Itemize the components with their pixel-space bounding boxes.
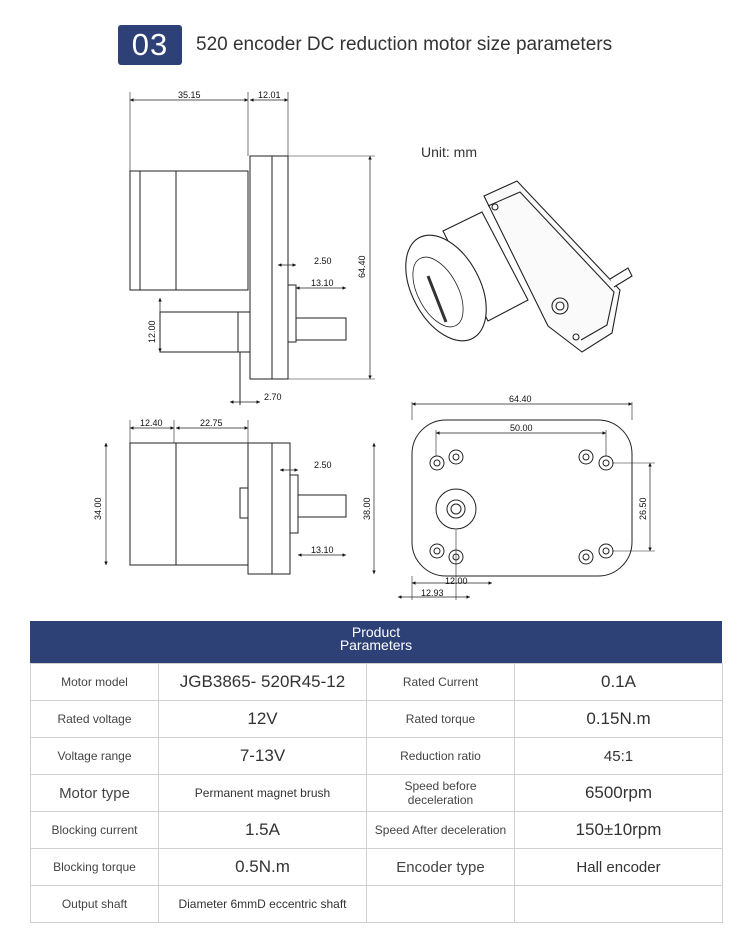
dim-2-50-bottom: 2.50 (314, 460, 332, 470)
dim-2-70: 2.70 (264, 392, 282, 402)
param-value: 7-13V (159, 738, 367, 775)
param-value: 45:1 (515, 738, 723, 775)
param-label: Motor model (31, 664, 159, 701)
dim-64-40-height: 64.40 (357, 255, 367, 278)
dim-34-00: 34.00 (93, 497, 103, 520)
param-value: 12V (159, 701, 367, 738)
param-value: JGB3865- 520R45-12 (159, 664, 367, 701)
dim-13-10-top: 13.10 (311, 278, 334, 288)
dim-26-50: 26.50 (638, 497, 648, 520)
table-heading-line2: Parameters (339, 637, 413, 653)
isometric-motor-view (389, 181, 632, 354)
param-value: 0.15N.m (515, 701, 723, 738)
product-parameters-table (30, 621, 722, 923)
param-value (515, 886, 723, 923)
table-row (31, 775, 723, 812)
dim-64-40-width: 64.40 (509, 394, 532, 404)
param-label: Speed before deceleration (367, 775, 515, 812)
param-label: Rated voltage (31, 701, 159, 738)
param-label (367, 886, 515, 923)
param-label: Output shaft (31, 886, 159, 923)
dim-12-00-hole: 12.00 (445, 576, 468, 586)
param-value: 6500rpm (515, 775, 723, 812)
param-label: Rated torque (367, 701, 515, 738)
param-label: Voltage range (31, 738, 159, 775)
param-label: Motor type (31, 775, 159, 812)
table-row (31, 849, 723, 886)
table-row (31, 812, 723, 849)
param-value: 0.1A (515, 664, 723, 701)
param-label: Reduction ratio (367, 738, 515, 775)
param-label: Encoder type (367, 849, 515, 886)
table-row (31, 701, 723, 738)
dim-12-00-shaft: 12.00 (147, 320, 157, 343)
param-value: Diameter 6mmD eccentric shaft (159, 886, 367, 923)
param-label: Speed After deceleration (367, 812, 515, 849)
unit-label: Unit: mm (421, 144, 477, 160)
dim-12-01: 12.01 (258, 90, 281, 100)
dim-38-00: 38.00 (362, 497, 372, 520)
dim-22-75: 22.75 (200, 418, 223, 428)
dim-12-40: 12.40 (140, 418, 163, 428)
dim-35-15: 35.15 (178, 90, 201, 100)
table-row (31, 886, 723, 923)
param-label: Rated Current (367, 664, 515, 701)
parameters-grid (30, 663, 723, 923)
dim-2-50-top: 2.50 (314, 256, 332, 266)
table-row (31, 738, 723, 775)
param-value: 150±10rpm (515, 812, 723, 849)
table-heading-line1: Product (351, 624, 401, 640)
param-label: Blocking current (31, 812, 159, 849)
param-value: 0.5N.m (159, 849, 367, 886)
param-value: Hall encoder (515, 849, 723, 886)
section-title: 520 encoder DC reduction motor size parameters (196, 34, 613, 55)
dim-13-10-bottom: 13.10 (311, 545, 334, 555)
section-number-badge: 03 (118, 25, 182, 65)
param-value: Permanent magnet brush (159, 775, 367, 812)
side-view-drawing (130, 92, 375, 405)
table-heading (30, 621, 722, 663)
front-view-drawing (412, 402, 655, 600)
dim-12-93: 12.93 (421, 588, 444, 598)
param-value: 1.5A (159, 812, 367, 849)
table-row (31, 664, 723, 701)
param-label: Blocking torque (31, 849, 159, 886)
dim-50-00: 50.00 (510, 423, 533, 433)
